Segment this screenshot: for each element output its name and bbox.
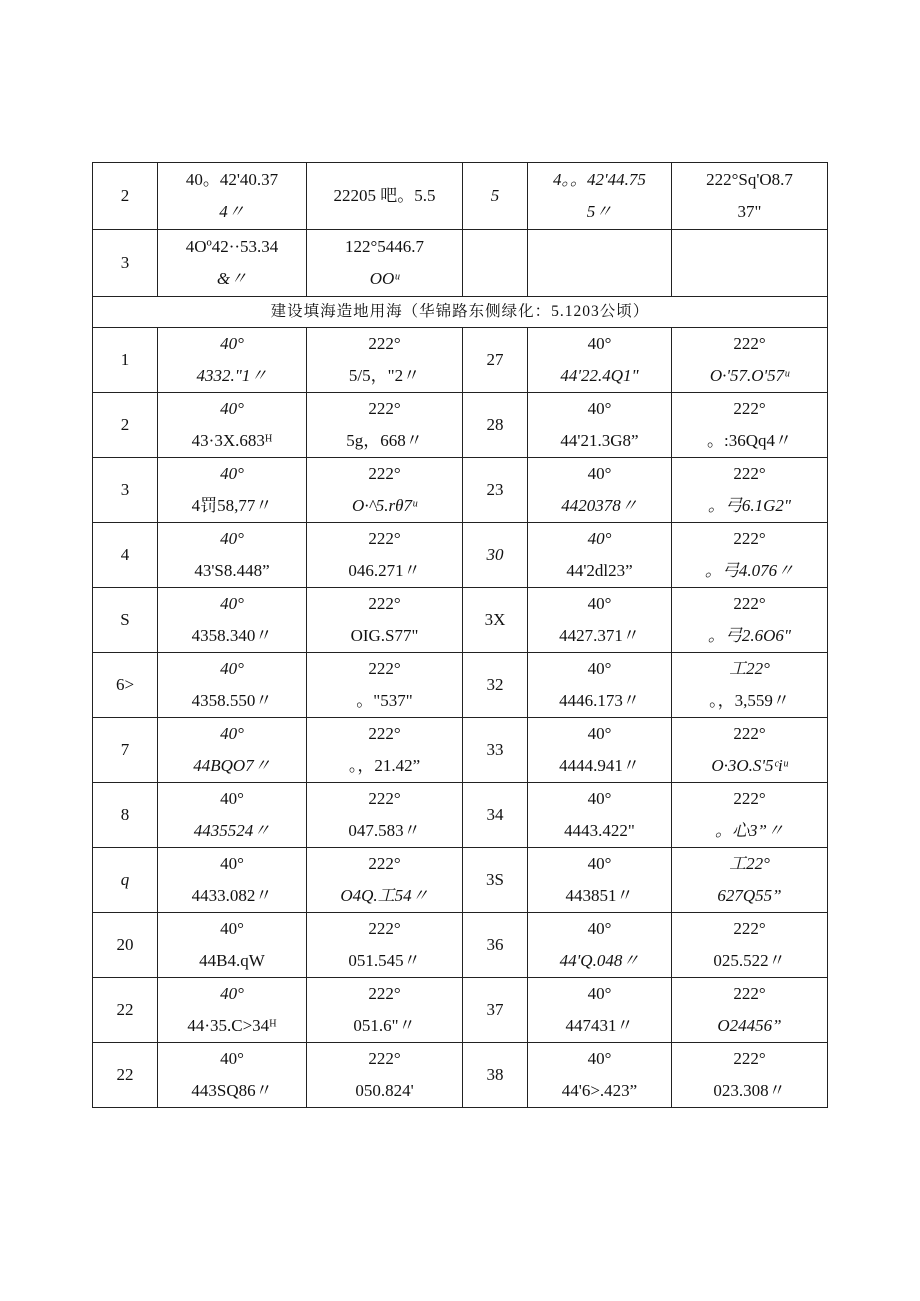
longitude-cell: [672, 328, 828, 393]
table-row: [93, 588, 828, 653]
table-row: [93, 718, 828, 783]
longitude-cell: [307, 458, 463, 523]
latitude-cell-line-1: 4。。42'44.75: [553, 170, 646, 189]
latitude-cell-line-2: 4358.550〃: [191, 691, 273, 710]
longitude-cell-line-1: 222°: [733, 724, 766, 743]
longitude-cell: [307, 848, 463, 913]
latitude-cell-line-2: 44BQO7〃: [193, 756, 271, 775]
longitude-cell-line-2: 。弓4.076〃: [704, 561, 795, 580]
table-row: [93, 163, 828, 230]
section-title: 建设填海造地用海（华锦路东侧绿化：5.1203公顷）: [93, 297, 828, 328]
point-number-cell: 22: [93, 978, 158, 1043]
longitude-cell: [307, 523, 463, 588]
latitude-cell-line-1: 40°: [587, 919, 612, 938]
latitude-cell: [528, 783, 672, 848]
longitude-cell-line-2: 023.308〃: [713, 1081, 786, 1100]
longitude-cell-line-1: 222°: [368, 789, 401, 808]
latitude-cell-line-1: 40°: [220, 659, 244, 678]
latitude-cell: [158, 230, 307, 297]
point-number-cell: 6>: [93, 653, 158, 718]
longitude-cell: [307, 653, 463, 718]
table-row: [93, 328, 828, 393]
longitude-cell-line-2: 。弓6.1G2": [707, 496, 792, 515]
longitude-cell-line-2: 051.6"〃: [353, 1016, 416, 1035]
longitude-cell-line-1: 222°: [368, 724, 401, 743]
longitude-cell: [307, 393, 463, 458]
longitude-cell: [672, 653, 828, 718]
longitude-cell: [672, 458, 828, 523]
point-number-cell: 8: [93, 783, 158, 848]
latitude-cell-line-2: 4427.371〃: [559, 626, 640, 645]
latitude-cell: [528, 1043, 672, 1108]
point-number-cell: 37: [463, 978, 528, 1043]
point-number-cell: 28: [463, 393, 528, 458]
longitude-cell: [307, 783, 463, 848]
longitude-cell-line-1: 222°: [733, 919, 766, 938]
point-number-cell: 2: [93, 393, 158, 458]
latitude-cell: [528, 393, 672, 458]
longitude-cell: [307, 913, 463, 978]
longitude-cell-line-1: 工22°: [729, 854, 770, 873]
latitude-cell: [158, 718, 307, 783]
latitude-cell: [528, 230, 672, 297]
latitude-cell: [158, 978, 307, 1043]
latitude-cell-line-2: 5〃: [586, 202, 613, 221]
longitude-cell-line-1: 222°: [368, 399, 401, 418]
longitude-cell-line-2: 37": [737, 202, 762, 221]
longitude-cell-line-1: 222°: [368, 1049, 401, 1068]
point-number-cell: 30: [463, 523, 528, 588]
longitude-cell-line-1: 222°: [368, 659, 401, 678]
latitude-cell-line-1: 40°: [587, 984, 612, 1003]
latitude-cell-line-2: 44'Q.048〃: [559, 951, 640, 970]
longitude-cell-line-1: 222°: [368, 464, 401, 483]
longitude-cell: [672, 978, 828, 1043]
longitude-cell-line-1: 222°: [733, 789, 766, 808]
latitude-cell: [158, 1043, 307, 1108]
longitude-cell-line-1: 工22°: [729, 659, 770, 678]
latitude-cell-line-2: 4罚58,77〃: [191, 496, 273, 515]
longitude-cell: [672, 588, 828, 653]
longitude-cell-line-2: O·3O.S'5ᶜiᵘ: [711, 756, 788, 775]
latitude-cell-line-2: 44'21.3G8”: [560, 431, 639, 450]
latitude-cell-line-2: 44B4.qW: [199, 951, 265, 970]
point-number-cell: 3X: [463, 588, 528, 653]
latitude-cell-line-2: 447431〃: [565, 1016, 634, 1035]
latitude-cell-line-1: 40°: [220, 529, 244, 548]
point-number-cell: 38: [463, 1043, 528, 1108]
longitude-cell-line-1: 222°: [368, 529, 401, 548]
longitude-cell-line-2: 。:36Qq4〃: [707, 431, 792, 450]
longitude-cell-line-2: 627Q55”: [717, 886, 782, 905]
latitude-cell: [528, 588, 672, 653]
latitude-cell-line-2: 44'2dl23”: [566, 561, 633, 580]
table-row: [93, 913, 828, 978]
longitude-cell-line-2: O·^5.rθ7ᵘ: [352, 496, 417, 515]
latitude-cell-line-1: 40°: [587, 659, 612, 678]
latitude-cell-line-1: 40°: [587, 594, 612, 613]
point-number-cell: 3: [93, 458, 158, 523]
point-number-cell: 34: [463, 783, 528, 848]
latitude-cell: [528, 523, 672, 588]
longitude-cell-line-1: 222°: [733, 399, 766, 418]
longitude-cell-line-1: 222°: [733, 984, 766, 1003]
longitude-cell-line-2: 051.545〃: [348, 951, 421, 970]
latitude-cell: [528, 718, 672, 783]
longitude-cell-line-1: 222°: [733, 464, 766, 483]
latitude-cell-line-1: 40°: [220, 464, 244, 483]
latitude-cell-line-2: 4446.173〃: [559, 691, 640, 710]
latitude-cell-line-1: 40°: [220, 724, 244, 743]
latitude-cell: [158, 588, 307, 653]
latitude-cell-line-1: 40°: [587, 854, 612, 873]
latitude-cell: [528, 163, 672, 230]
longitude-cell: [672, 848, 828, 913]
table-row: [93, 230, 828, 297]
longitude-cell-line-1: 222°: [368, 854, 401, 873]
longitude-cell: [307, 328, 463, 393]
table-row: [93, 978, 828, 1043]
latitude-cell-line-2: 4444.941〃: [559, 756, 640, 775]
latitude-cell-line-1: 40°: [587, 789, 612, 808]
longitude-cell-line-1: 122°5446.7: [344, 237, 425, 256]
latitude-cell-line-1: 40°: [220, 984, 244, 1003]
longitude-cell-line-2: 047.583〃: [348, 821, 421, 840]
section-header-row: [93, 297, 828, 328]
latitude-cell: [528, 653, 672, 718]
latitude-cell: [158, 913, 307, 978]
latitude-cell-line-2: 443SQ86〃: [191, 1081, 273, 1100]
point-number-cell: 27: [463, 328, 528, 393]
latitude-cell-line-2: 44·35.C>34ᴴ: [187, 1016, 277, 1035]
longitude-cell: [672, 163, 828, 230]
table-row: [93, 523, 828, 588]
longitude-cell-line-2: OIG.S77": [350, 626, 419, 645]
longitude-cell-line-2: 050.824': [355, 1081, 414, 1100]
point-number-cell: 1: [93, 328, 158, 393]
latitude-cell-line-2: 4435524〃: [193, 821, 271, 840]
longitude-cell-line-1: 222°: [368, 984, 401, 1003]
longitude-cell: [307, 588, 463, 653]
point-number-cell: [463, 230, 528, 297]
longitude-cell-line-2: O4Q.工54〃: [340, 886, 429, 905]
latitude-cell-line-1: 40°: [220, 334, 244, 353]
latitude-cell-line-1: 40°: [220, 919, 244, 938]
point-number-cell: q: [93, 848, 158, 913]
longitude-cell-line-2: O·'57.O'57ᵘ: [709, 366, 790, 385]
latitude-cell: [528, 848, 672, 913]
latitude-cell: [158, 653, 307, 718]
latitude-cell-line-2: &〃: [216, 269, 248, 288]
table-row: [93, 653, 828, 718]
latitude-cell: [158, 783, 307, 848]
latitude-cell: [528, 328, 672, 393]
latitude-cell-line-1: 40°: [587, 464, 612, 483]
latitude-cell-line-1: 40°: [587, 724, 612, 743]
longitude-cell-line-1: 222°: [368, 594, 401, 613]
point-number-cell: 33: [463, 718, 528, 783]
longitude-cell: [672, 230, 828, 297]
longitude-cell-line-1: 222°: [368, 919, 401, 938]
point-number-cell: 7: [93, 718, 158, 783]
latitude-cell-line-1: 40°: [587, 529, 612, 548]
latitude-cell-line-2: 43·3X.683ᴴ: [191, 431, 273, 450]
longitude-cell-line-2: 。弓2.6O6": [707, 626, 792, 645]
table-row: [93, 783, 828, 848]
latitude-cell-line-2: 44'22.4Q1": [560, 366, 639, 385]
latitude-cell: [158, 458, 307, 523]
table-row: [93, 848, 828, 913]
point-number-cell: S: [93, 588, 158, 653]
latitude-cell: [158, 328, 307, 393]
boundary-coordinates-table: [92, 162, 828, 1108]
longitude-cell-line-1: 222°Sq'O8.7: [706, 170, 793, 189]
point-number-cell: 36: [463, 913, 528, 978]
longitude-cell-line-2: 。，21.42”: [348, 756, 421, 775]
longitude-cell: [307, 978, 463, 1043]
latitude-cell-line-2: 43'S8.448”: [194, 561, 270, 580]
longitude-cell: [307, 1043, 463, 1108]
longitude-cell-line-2: O24456”: [717, 1016, 782, 1035]
longitude-cell-line-1: 22205 吧。5.5: [333, 186, 436, 205]
latitude-cell-line-2: 4443.422": [564, 821, 635, 840]
longitude-cell-line-2: OOᵘ: [369, 269, 400, 288]
latitude-cell: [158, 163, 307, 230]
point-number-cell: 23: [463, 458, 528, 523]
latitude-cell-line-1: 40°: [220, 399, 244, 418]
longitude-cell-line-1: 222°: [733, 594, 766, 613]
longitude-cell-line-1: 222°: [368, 334, 401, 353]
longitude-cell: [672, 523, 828, 588]
latitude-cell: [528, 458, 672, 523]
point-number-cell: 22: [93, 1043, 158, 1108]
longitude-cell: [672, 1043, 828, 1108]
latitude-cell-line-2: 4358.340〃: [191, 626, 273, 645]
table-row: [93, 393, 828, 458]
table-row: [93, 1043, 828, 1108]
point-number-cell: 20: [93, 913, 158, 978]
latitude-cell: [158, 393, 307, 458]
longitude-cell-line-1: 222°: [733, 334, 766, 353]
longitude-cell: [672, 718, 828, 783]
point-number-cell: 3S: [463, 848, 528, 913]
longitude-cell-line-2: 5/5，"2〃: [348, 366, 421, 385]
latitude-cell-line-1: 40°: [220, 854, 244, 873]
longitude-cell: [672, 913, 828, 978]
latitude-cell-line-2: 4332."1〃: [196, 366, 268, 385]
latitude-cell-line-2: 4〃: [219, 202, 245, 221]
latitude-cell-line-2: 44'6>.423”: [561, 1081, 638, 1100]
point-number-cell: 3: [93, 230, 158, 297]
latitude-cell-line-1: 40°: [220, 1049, 244, 1068]
longitude-cell: [307, 718, 463, 783]
longitude-cell-line-2: 025.522〃: [713, 951, 786, 970]
longitude-cell-line-2: 。心3”〃: [715, 821, 784, 840]
latitude-cell-line-2: 443851〃: [565, 886, 634, 905]
latitude-cell: [528, 978, 672, 1043]
longitude-cell-line-1: 222°: [733, 1049, 766, 1068]
longitude-cell: [672, 783, 828, 848]
point-number-cell: 2: [93, 163, 158, 230]
longitude-cell-line-2: 。"537": [356, 691, 413, 710]
longitude-cell-line-2: 5g，668〃: [346, 431, 423, 450]
latitude-cell: [528, 913, 672, 978]
table-row: [93, 458, 828, 523]
latitude-cell-line-1: 4Oº42··53.34: [185, 237, 279, 256]
longitude-cell-line-2: 046.271〃: [348, 561, 421, 580]
latitude-cell-line-1: 40°: [587, 334, 612, 353]
point-number-cell: 32: [463, 653, 528, 718]
longitude-cell: [307, 163, 463, 230]
latitude-cell-line-1: 40。42'40.37: [185, 170, 279, 189]
longitude-cell-line-2: 。，3,559〃: [709, 691, 790, 710]
longitude-cell: [307, 230, 463, 297]
latitude-cell-line-1: 40°: [220, 594, 244, 613]
longitude-cell: [672, 393, 828, 458]
latitude-cell-line-2: 4433.082〃: [191, 886, 273, 905]
latitude-cell: [158, 523, 307, 588]
latitude-cell-line-2: 4420378〃: [561, 496, 638, 515]
latitude-cell-line-1: 40°: [220, 789, 244, 808]
point-number-cell: 4: [93, 523, 158, 588]
latitude-cell-line-1: 40°: [587, 399, 612, 418]
point-number-cell: 5: [463, 163, 528, 230]
latitude-cell-line-1: 40°: [587, 1049, 612, 1068]
latitude-cell: [158, 848, 307, 913]
longitude-cell-line-1: 222°: [733, 529, 766, 548]
